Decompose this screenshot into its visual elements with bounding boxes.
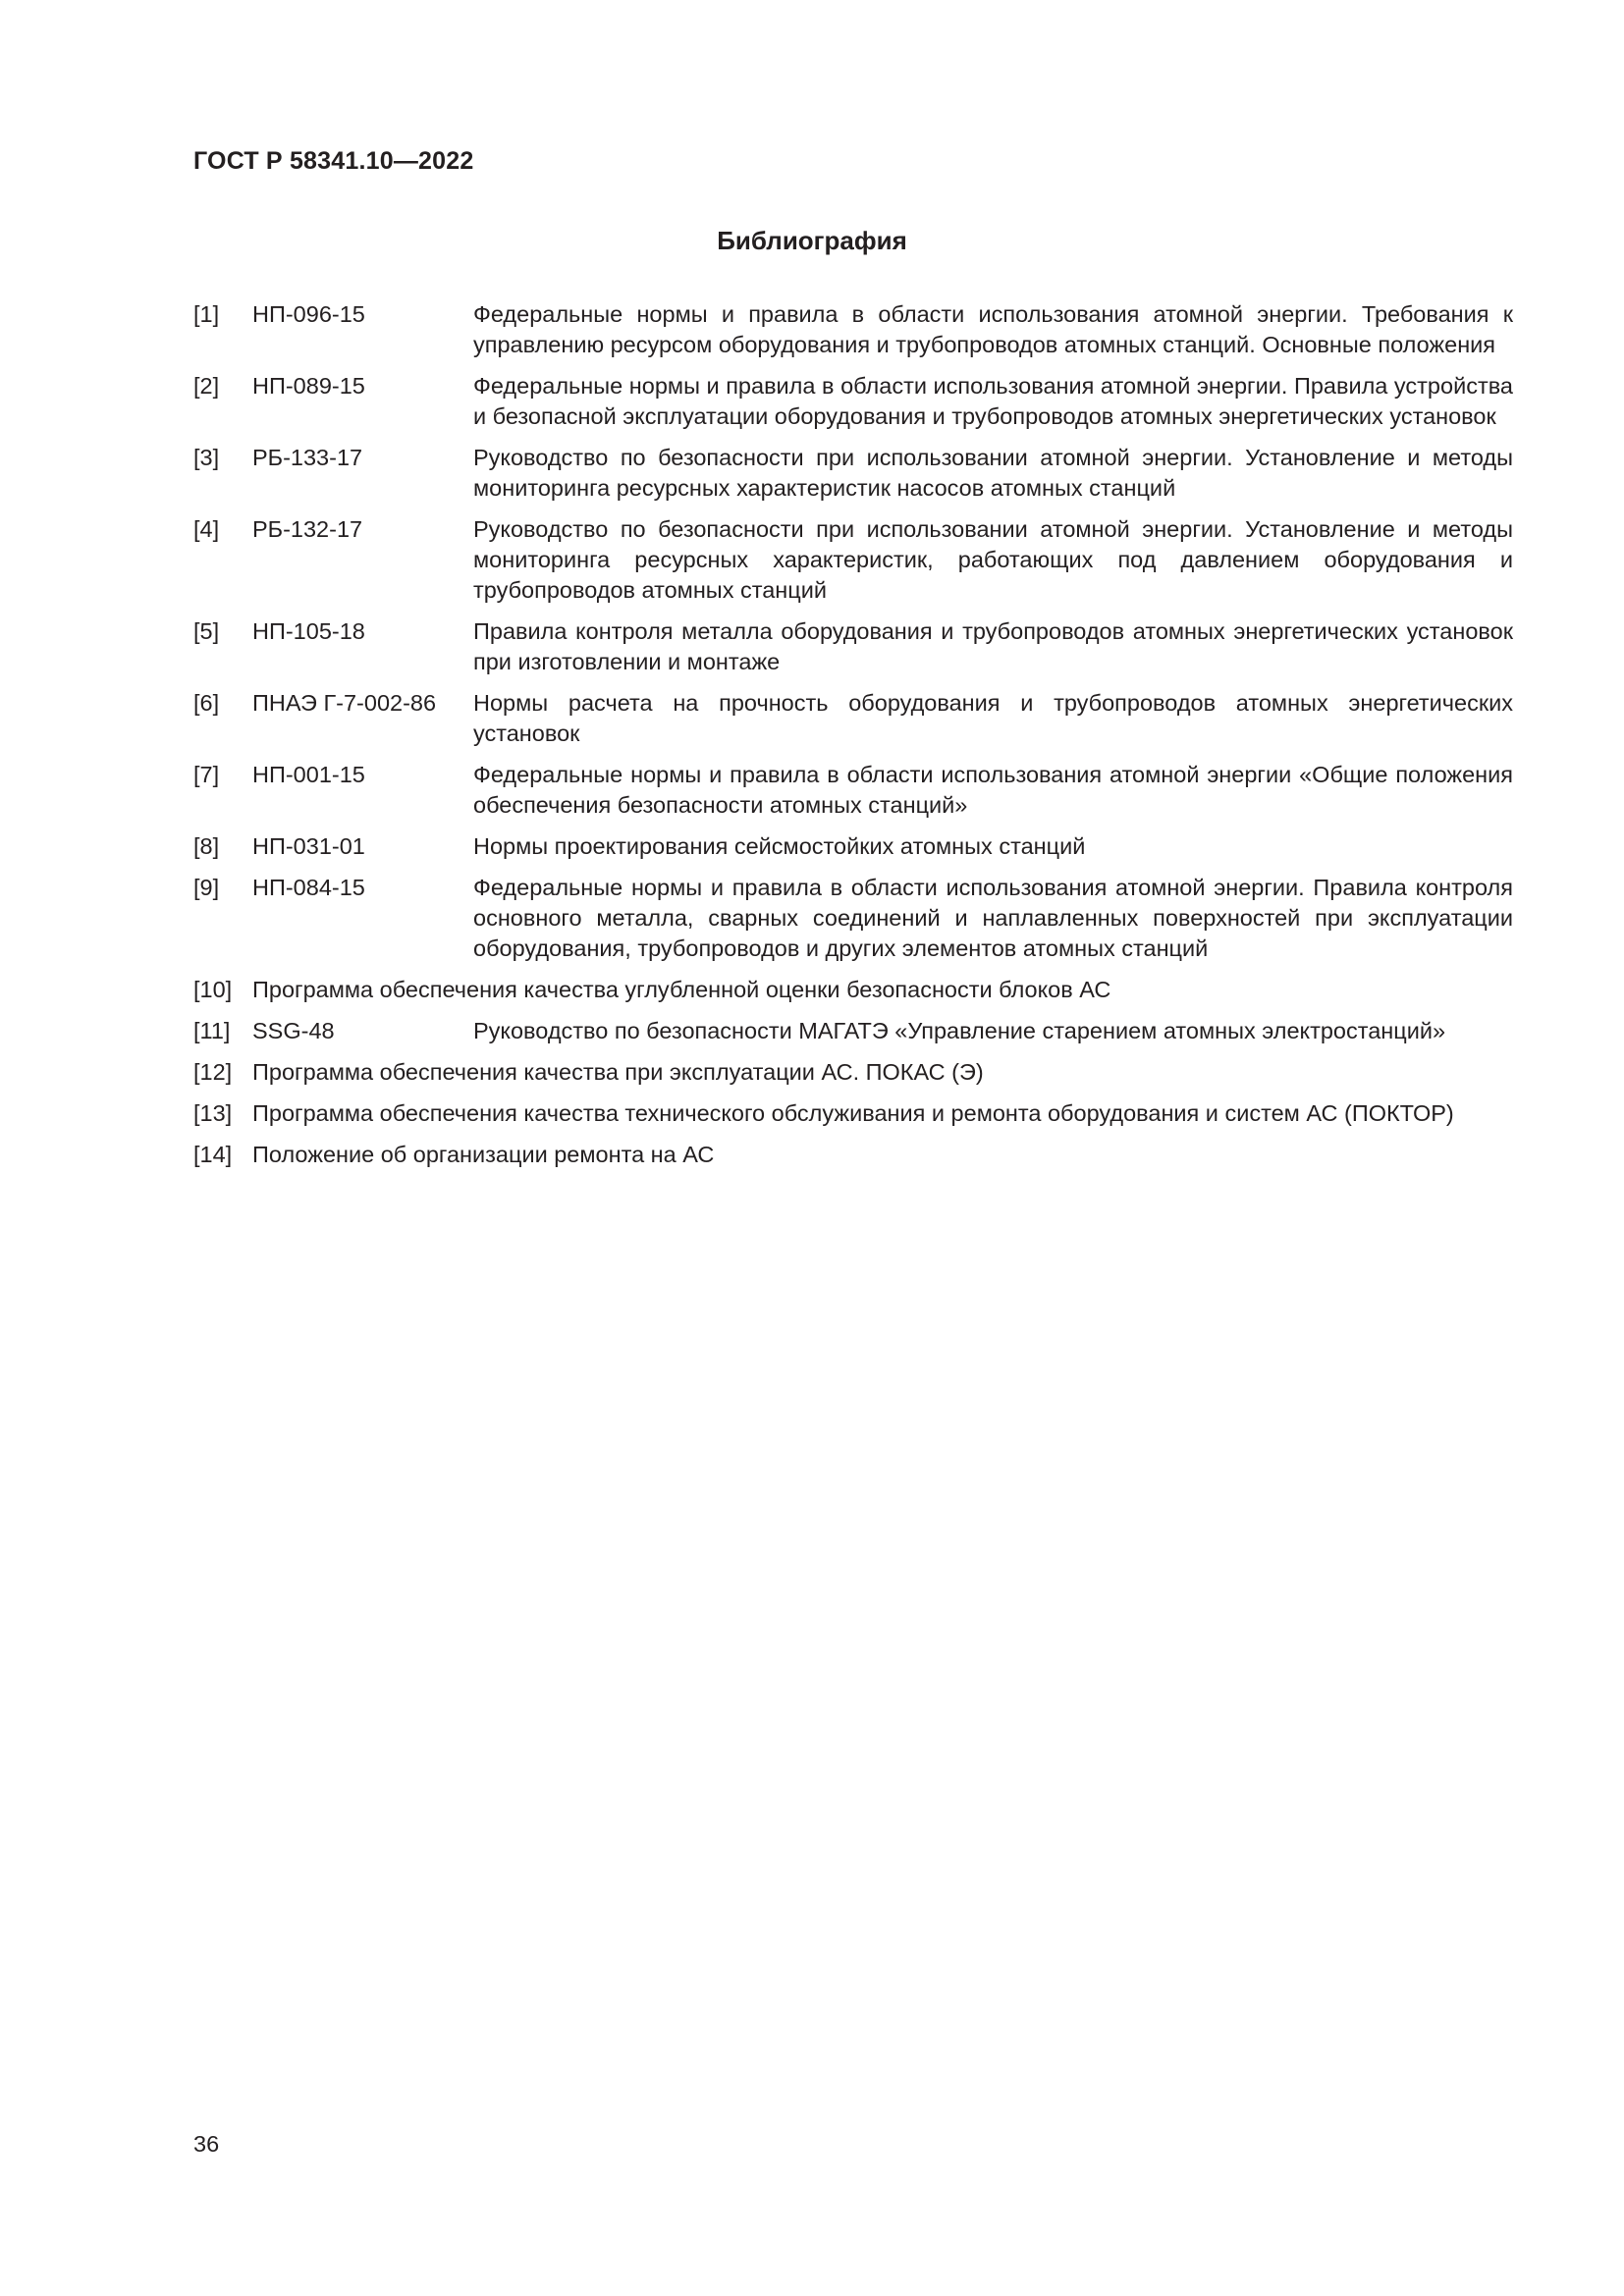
entry-text: Программа обеспечения качества технического обслуживания и ремонта оборудования и систем АС (ПОКТОР) [252, 1100, 1454, 1126]
bibliography-entry-2 [193, 371, 1513, 432]
bibliography-entry-6 [193, 688, 1513, 749]
entry-number: [12] [193, 1059, 233, 1085]
entry-code: НП-031-01 [252, 833, 365, 859]
entry-code: НП-084-15 [252, 875, 365, 900]
section-title: Библиография [717, 226, 907, 255]
bibliography-entry-8 [193, 831, 1513, 862]
entry-number: [1] [193, 301, 220, 327]
entry-code: РБ-133-17 [252, 445, 363, 470]
bibliography-entry-7 [193, 760, 1513, 821]
entry-code: НП-089-15 [252, 373, 365, 399]
entry-number: [3] [193, 445, 220, 470]
entry-text: Федеральные нормы и правила в области использования атомной энергии. Правила контроля основного металла, сварных соединений и наплавленных поверхностей при эксплуатации оборудования, трубопроводов и других элементов атомных станций [473, 875, 1513, 961]
entry-number: [11] [193, 1018, 231, 1043]
entry-number: [14] [193, 1142, 233, 1167]
entry-number: [7] [193, 762, 220, 787]
entry-number: [8] [193, 833, 220, 859]
entry-text: Программа обеспечения качества углубленной оценки безопасности блоков АС [252, 977, 1111, 1002]
entry-number: [9] [193, 875, 220, 900]
entry-number: [4] [193, 516, 220, 542]
bibliography-entry-14 [193, 1140, 1513, 1170]
entry-code: ПНАЭ Г-7-002-86 [252, 690, 437, 716]
page-number: 36 [193, 2131, 220, 2157]
entry-text: Правила контроля металла оборудования и трубопроводов атомных энергетических установок при изготовлении и монтаже [473, 618, 1513, 674]
bibliography-entry-13 [193, 1098, 1513, 1129]
entry-text: Нормы расчета на прочность оборудования и трубопроводов атомных энергетических установок [473, 690, 1513, 746]
entry-text: Нормы проектирования сейсмостойких атомных станций [473, 833, 1086, 859]
entry-text: Руководство по безопасности при использовании атомной энергии. Установление и методы мониторинга ресурсных характеристик насосов атомных станций [473, 445, 1513, 501]
bibliography-entry-4 [193, 514, 1513, 606]
bibliography-entry-10 [193, 975, 1513, 1005]
bibliography-entry-12 [193, 1057, 1513, 1088]
entry-code: НП-105-18 [252, 618, 365, 644]
bibliography-entry-9 [193, 873, 1513, 964]
entry-text: Федеральные нормы и правила в области использования атомной энергии. Правила устройства и безопасной эксплуатации оборудования и трубопроводов атомных энергетических установок [473, 373, 1513, 429]
entry-text: Руководство по безопасности МАГАТЭ «Управление старением атомных электростанций» [473, 1018, 1446, 1043]
entry-text: Федеральные нормы и правила в области использования атомной энергии «Общие положения обеспечения безопасности атомных станций» [473, 762, 1513, 818]
entry-text: Федеральные нормы и правила в области использования атомной энергии. Требования к управлению ресурсом оборудования и трубопроводов атомных станций. Основные положения [473, 301, 1513, 357]
entry-code: НП-096-15 [252, 301, 365, 327]
entry-number: [2] [193, 373, 220, 399]
bibliography-entry-11 [193, 1016, 1513, 1046]
entry-code: РБ-132-17 [252, 516, 363, 542]
entry-number: [10] [193, 977, 233, 1002]
standard-designation: ГОСТ Р 58341.10—2022 [193, 147, 474, 175]
entry-text: Руководство по безопасности при использовании атомной энергии. Установление и методы мониторинга ресурсных характеристик, работающих под давлением оборудования и трубопроводов атомных станций [473, 516, 1513, 603]
bibliography-entry-1 [193, 299, 1513, 360]
entry-number: [13] [193, 1100, 233, 1126]
entry-code: SSG-48 [252, 1018, 335, 1043]
entry-text: Программа обеспечения качества при эксплуатации АС. ПОКАС (Э) [252, 1059, 984, 1085]
bibliography-list [193, 299, 1513, 1181]
entry-number: [6] [193, 690, 220, 716]
entry-number: [5] [193, 618, 220, 644]
bibliography-entry-5 [193, 616, 1513, 677]
entry-code: НП-001-15 [252, 762, 365, 787]
entry-text: Положение об организации ремонта на АС [252, 1142, 715, 1167]
bibliography-entry-3 [193, 443, 1513, 504]
